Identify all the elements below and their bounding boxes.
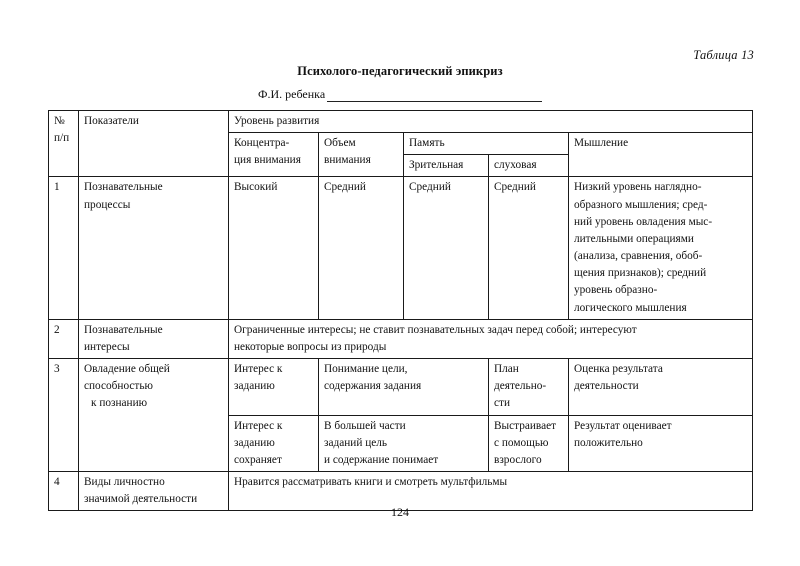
header-group-level: Уровень развития [229, 111, 753, 133]
cell-merged-description: Нравится рассматривать книги и смотреть мультфильмы [229, 471, 753, 510]
table-label: Таблица 13 [693, 48, 754, 62]
cell-result-assessment: Результат оценивает положительно [569, 415, 753, 471]
header-group-memory: Память [404, 133, 569, 155]
header-col-memory-auditory: слуховая [489, 155, 569, 177]
header-col-concentration: Концентра- ция внимания [229, 133, 319, 177]
row-indicator: Познавательные интересы [79, 319, 229, 358]
cell-task-interest: Интерес к заданию сохраняет [229, 415, 319, 471]
header-col-volume: Объем внимания [319, 133, 404, 177]
table-row [49, 177, 753, 319]
row-number: 2 [49, 319, 79, 358]
cell-volume: Средний [319, 177, 404, 319]
row-indicator: Овладение общей способностью к познанию [79, 359, 229, 472]
header-col-num: № п/п [49, 111, 79, 177]
table-header-row-1 [49, 111, 753, 133]
header-col-indicators: Показатели [79, 111, 229, 177]
row-indicator: Познавательные процессы [79, 177, 229, 319]
row-number: 1 [49, 177, 79, 319]
cell-memory-auditory: Средний [489, 177, 569, 319]
cell-thinking: Низкий уровень наглядно- образного мышления; сред- ний уровень овладения мыс- лительными операциями (анализа, сравнения, обоб- щения признаков); средний уровень образно- логического мышления [569, 177, 753, 319]
row-indicator: Виды личностно значимой деятельности [79, 471, 229, 510]
epicrisis-table [48, 110, 753, 511]
cell-concentration: Высокий [229, 177, 319, 319]
cell-result-assessment: Оценка результата деятельности [569, 359, 753, 415]
child-name-field [258, 87, 542, 102]
cell-activity-plan: План деятельно- сти [489, 359, 569, 415]
cell-activity-plan: Выстраивает с помощью взрослого [489, 415, 569, 471]
table-row [49, 359, 753, 415]
cell-memory-visual: Средний [404, 177, 489, 319]
child-name-blank[interactable] [327, 88, 542, 102]
cell-task-interest: Интерес к заданию [229, 359, 319, 415]
header-col-memory-visual: Зрительная [404, 155, 489, 177]
child-name-label: Ф.И. ребенка [258, 87, 326, 101]
row-number: 3 [49, 359, 79, 472]
page-number: 124 [391, 505, 409, 519]
cell-goal-understanding: Понимание цели, содержания задания [319, 359, 489, 415]
page-title: Психолого-педагогический эпикриз [297, 64, 503, 78]
cell-merged-description: Ограниченные интересы; не ставит познавательных задач перед собой; интересуют некоторые вопросы из природы [229, 319, 753, 358]
cell-goal-understanding: В большей части заданий цель и содержание понимает [319, 415, 489, 471]
table-row [49, 319, 753, 358]
header-col-thinking: Мышление [569, 133, 753, 177]
row-number: 4 [49, 471, 79, 510]
